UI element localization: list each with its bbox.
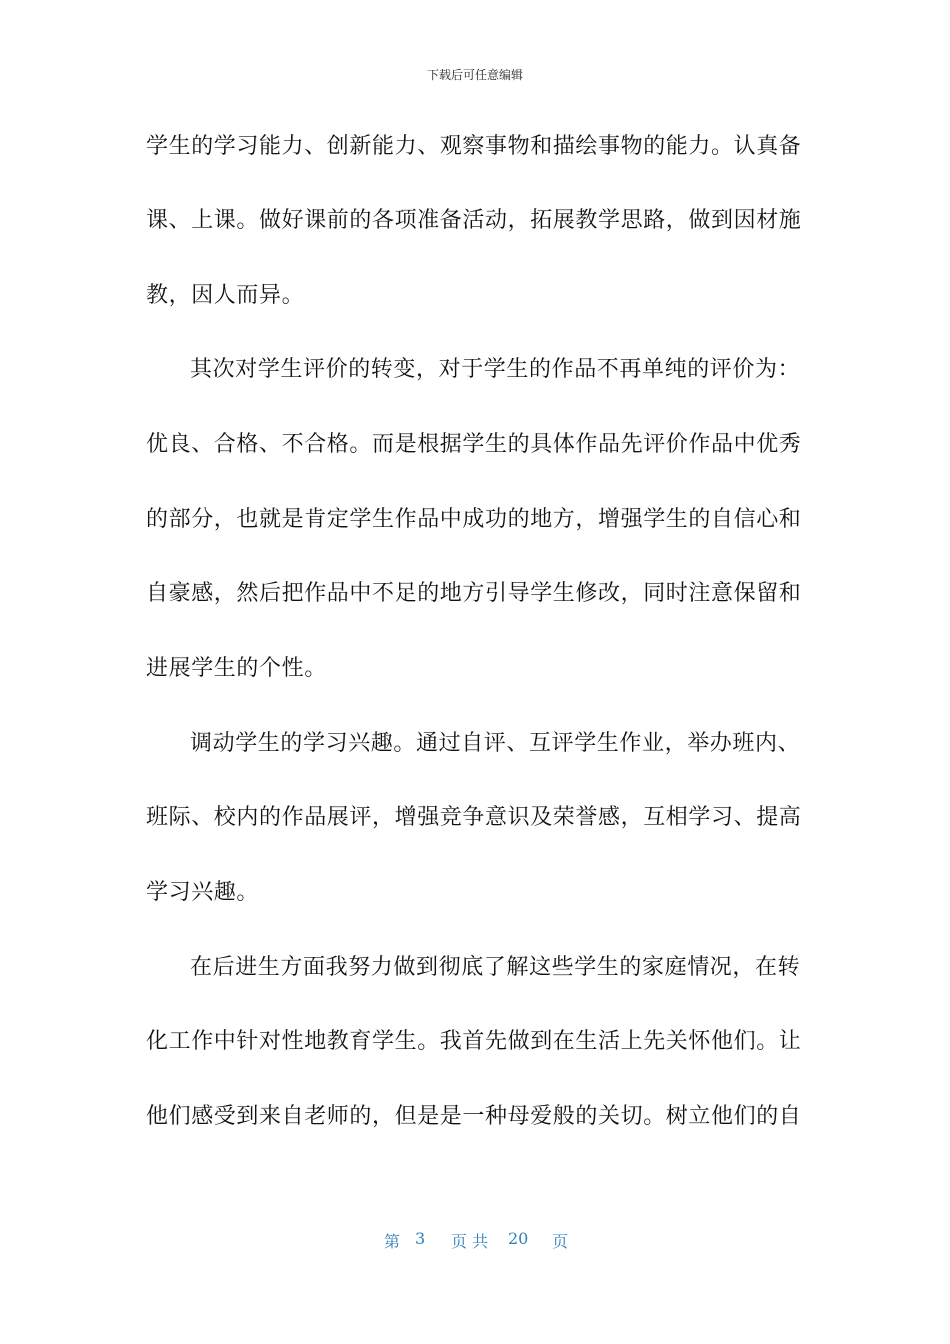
text-line: 自豪感，然后把作品中不足的地方引导学生修改，同时注意保留和: [146, 581, 802, 606]
paragraph-first-line: 在后进生方面我努力做到彻底了解这些学生的家庭情况，在转: [190, 955, 801, 980]
text-line: 学生的学习能力、创新能力、观察事物和描绘事物的能力。认真备: [146, 134, 802, 159]
text-line: 化工作中针对性地教育学生。我首先做到在生活上先关怀他们。让: [146, 1029, 802, 1054]
footer-ye-gong: 页 共: [451, 1232, 489, 1251]
text-line: 的部分，也就是肯定学生作品中成功的地方，增强学生的自信心和: [146, 507, 802, 532]
text-line: 他们感受到来自老师的，但是是一种母爱般的关切。树立他们的自: [146, 1104, 802, 1129]
text-line: 学习兴趣。: [146, 880, 260, 905]
text-line: 进展学生的个性。: [146, 656, 327, 681]
paragraph-first-line: 其次对学生评价的转变，对于学生的作品不再单纯的评价为：: [190, 357, 801, 382]
text-line: 教，因人而异。: [146, 283, 305, 308]
footer-ye: 页: [552, 1232, 569, 1251]
current-page-number: 3: [415, 1229, 426, 1248]
page-header: 下载后可任意编辑: [426, 68, 523, 82]
text-line: 优良、合格、不合格。而是根据学生的具体作品先评价作品中优秀: [146, 432, 802, 457]
text-line: 班际、校内的作品展评，增强竞争意识及荣誉感，互相学习、提高: [146, 805, 802, 830]
text-line: 课、上课。做好课前的各项准备活动，拓展教学思路，做到因材施: [146, 208, 802, 233]
footer-di: 第: [384, 1232, 401, 1251]
total-pages-number: 20: [508, 1229, 529, 1248]
paragraph-first-line: 调动学生的学习兴趣。通过自评、互评学生作业，举办班内、: [190, 731, 801, 756]
